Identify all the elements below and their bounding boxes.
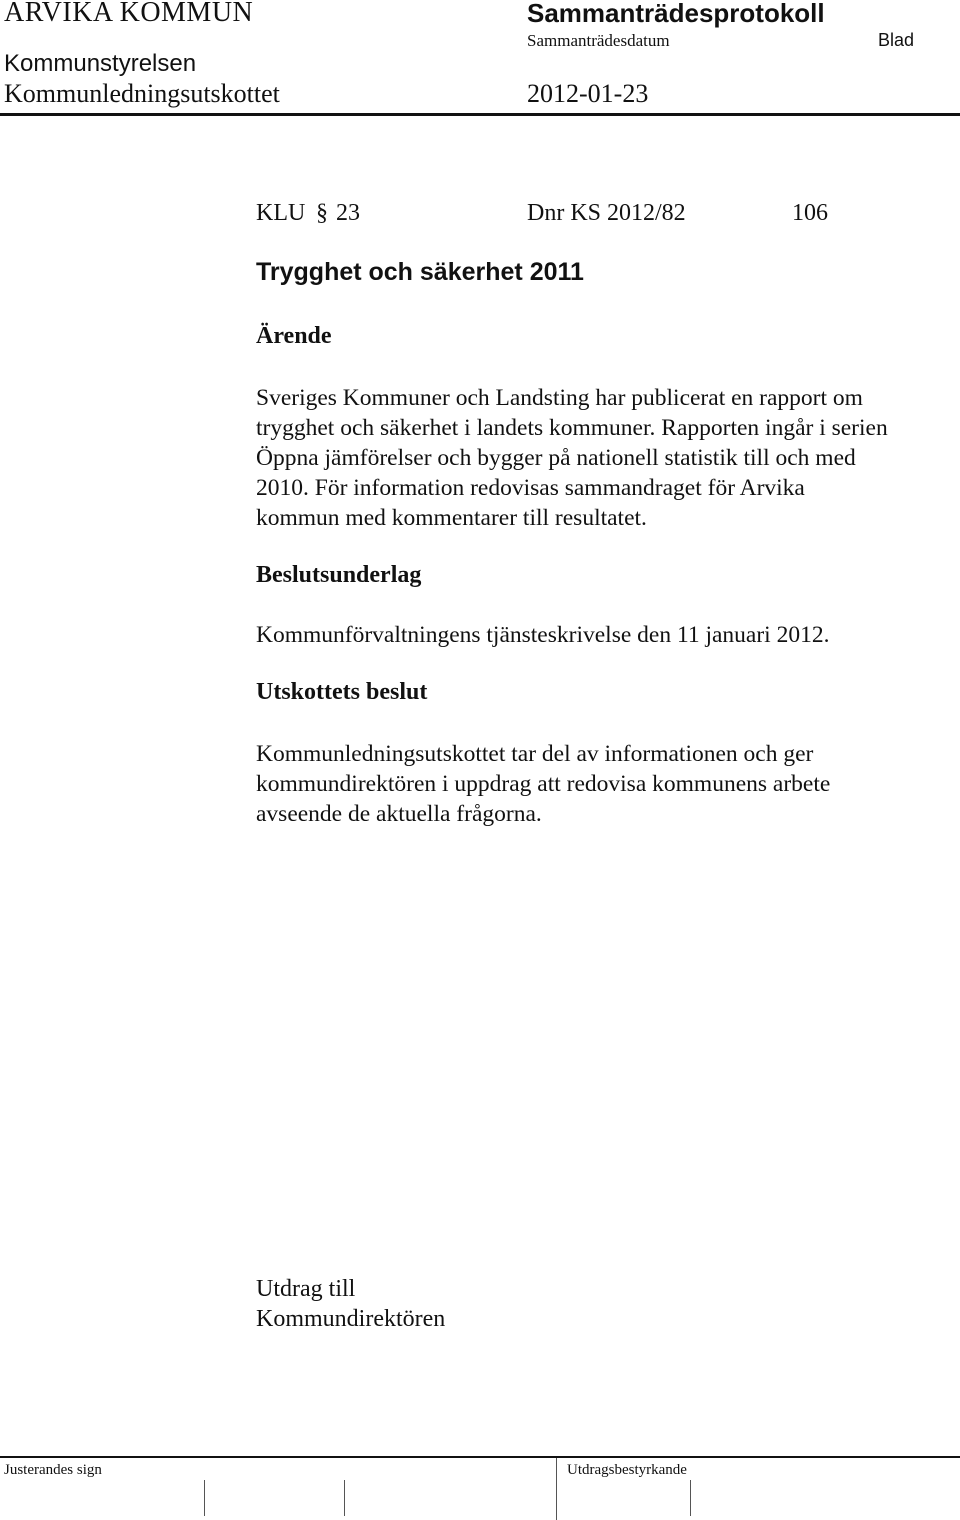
- meeting-date: 2012-01-23: [527, 79, 649, 108]
- background-line: Sveriges Kommuner och Landsting har publicerat en rapport om: [256, 385, 863, 411]
- decision-line: Kommunledningsutskottet tar del av informationen och ger: [256, 741, 814, 767]
- item-number: KLU: [256, 200, 306, 226]
- header-divider: [0, 113, 960, 116]
- background-paragraph: [256, 383, 946, 533]
- footer-column-separator: [556, 1458, 557, 1520]
- document-type: Sammanträdesprotokoll: [527, 0, 825, 28]
- decision-heading: Utskottets beslut: [256, 679, 428, 705]
- background-line: kommun med kommentarer till resultatet.: [256, 505, 647, 531]
- page-number: 106: [792, 200, 828, 226]
- extract-recipient: Kommundirektören: [256, 1306, 446, 1332]
- background-line: 2010. För information redovisas sammandraget för Arvika: [256, 475, 805, 501]
- initials-label: Justerandes sign: [4, 1462, 102, 1478]
- certification-box-divider: [690, 1480, 691, 1516]
- item-title: Trygghet och säkerhet 2011: [256, 258, 584, 286]
- meeting-date-label: Sammanträdesdatum: [527, 31, 670, 50]
- decision-paragraph: [256, 739, 946, 829]
- background-line: Öppna jämförelser och bygger på nationell statistik till och med: [256, 445, 856, 471]
- background-line: trygghet och säkerhet i landets kommuner. Rapporten ingår i serien: [256, 415, 888, 441]
- organization-name: ARVIKA KOMMUN: [4, 0, 254, 28]
- footer-divider: [0, 1456, 960, 1458]
- decision-line: avseende de aktuella frågorna.: [256, 801, 542, 827]
- page-label: Blad: [878, 30, 915, 50]
- signature-box-divider: [344, 1480, 345, 1516]
- section-number: 23: [336, 200, 360, 226]
- committee-name: Kommunledningsutskottet: [4, 79, 280, 108]
- extract-block: [256, 1274, 445, 1334]
- extract-label: Utdrag till: [256, 1276, 356, 1302]
- board-name: Kommunstyrelsen: [4, 50, 197, 77]
- section-symbol: §: [316, 200, 328, 226]
- basis-text: Kommunförvaltningens tjänsteskrivelse den 11 januari 2012.: [256, 622, 830, 648]
- certification-label: Utdragsbestyrkande: [567, 1462, 687, 1478]
- basis-heading: Beslutsunderlag: [256, 562, 422, 588]
- background-heading: Ärende: [256, 323, 332, 349]
- diary-number: Dnr KS 2012/82: [527, 200, 686, 226]
- decision-line: kommundirektören i uppdrag att redovisa kommunens arbete: [256, 771, 831, 797]
- signature-box-divider: [204, 1480, 205, 1516]
